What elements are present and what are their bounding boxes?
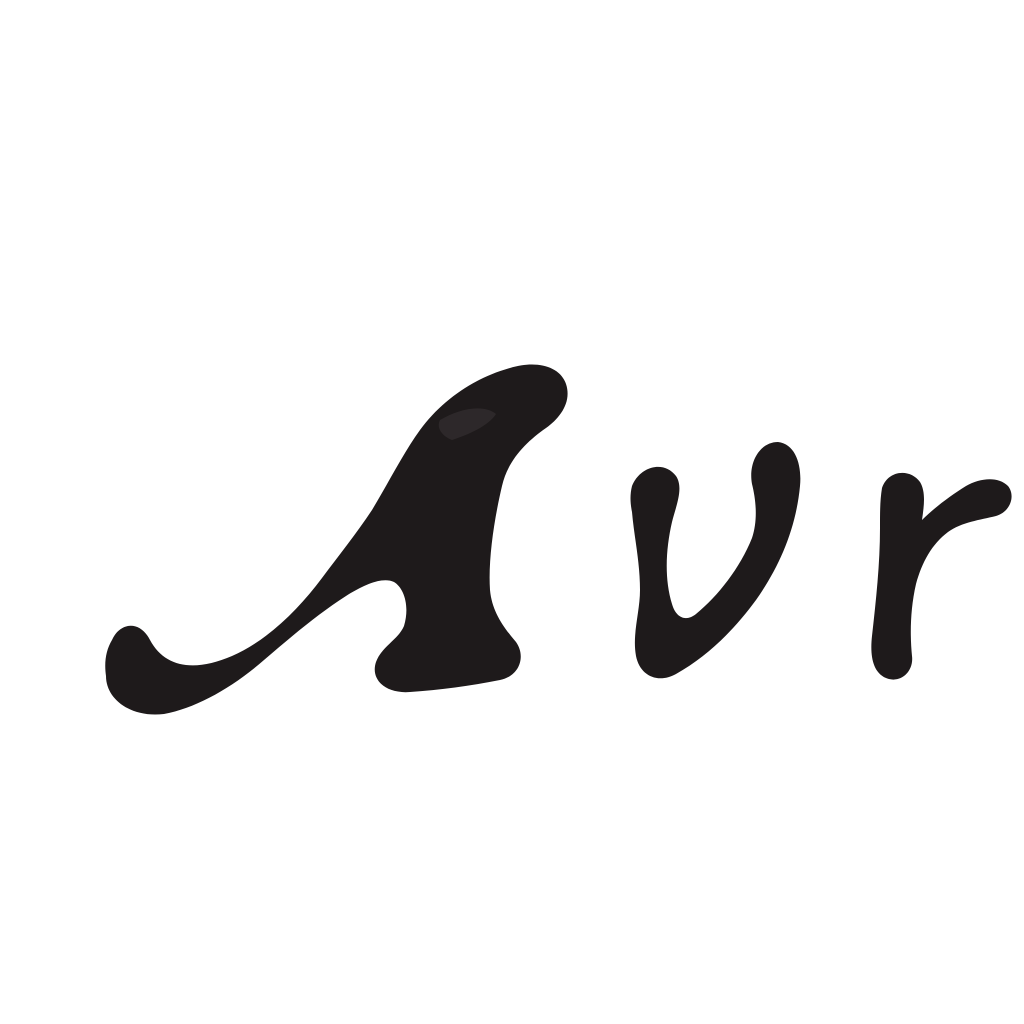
letter-v-glyph [631, 442, 801, 678]
letter-a-glyph [105, 365, 567, 715]
letter-r-glyph [871, 473, 1011, 680]
